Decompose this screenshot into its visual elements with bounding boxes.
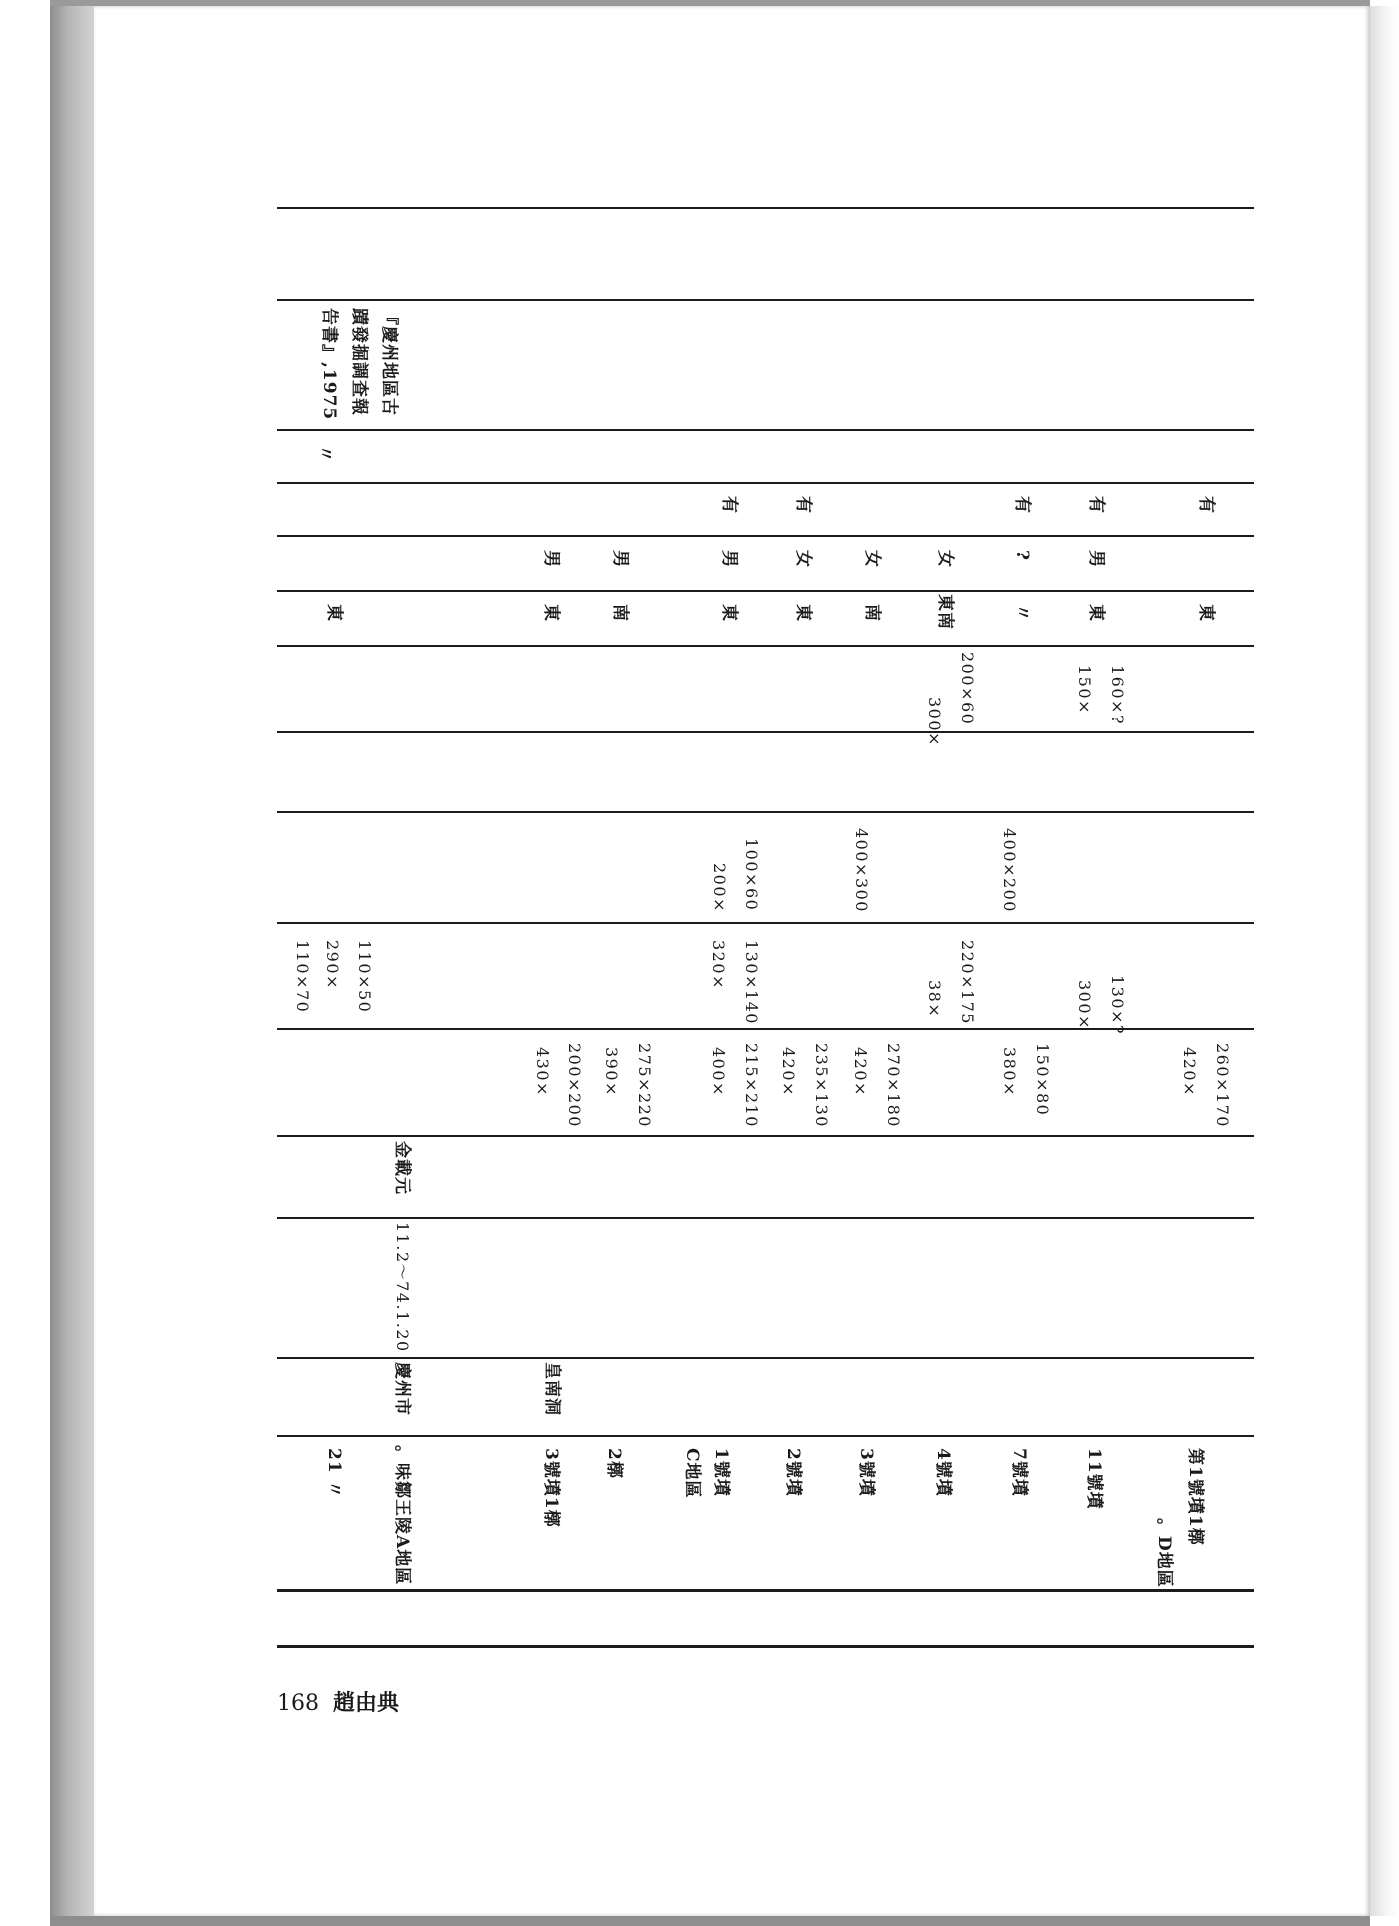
table-rule — [277, 590, 1254, 592]
other-size: 200×60 — [958, 652, 977, 726]
sex: 男 — [1086, 550, 1106, 568]
chamber-size: 110×70 — [293, 940, 312, 1014]
row-label: 11號墳 — [1084, 1448, 1104, 1510]
grave-goods: 有 — [793, 496, 813, 514]
table-rule — [277, 1435, 1254, 1437]
coffin-size: 150×80 — [1033, 1043, 1052, 1117]
coffin-size: 420× — [851, 1047, 870, 1097]
row-label: 第1號墳1槨 — [1185, 1448, 1205, 1546]
table-rule — [277, 299, 1254, 301]
chamber-size: 130×140 — [742, 940, 761, 1025]
row-label: 3號墳 — [856, 1448, 876, 1497]
chamber-size: 300× — [1075, 980, 1094, 1030]
site-number: 21 〃 — [324, 1448, 344, 1499]
grave-goods: 有 — [1196, 496, 1216, 514]
coffin-size: 420× — [779, 1047, 798, 1097]
other-size: 160×? — [1108, 665, 1127, 726]
book-bottom-edge — [50, 1916, 1370, 1926]
report-title: 『慶州地區古蹟發掘調查報告書』,1975 — [319, 308, 399, 421]
sex: 男 — [541, 550, 561, 568]
table-rule — [277, 429, 1254, 431]
table-rule — [277, 922, 1254, 924]
table-rule — [277, 1135, 1254, 1137]
table-rule — [277, 731, 1254, 733]
direction: 東 — [324, 604, 344, 622]
period: 11.2〜74.1.20 — [393, 1222, 412, 1353]
table-rule — [277, 1357, 1254, 1359]
chamber-size: 130×? — [1108, 975, 1127, 1036]
table-rule — [277, 482, 1254, 484]
row-label: 3號墳1槨 — [541, 1448, 561, 1528]
chamber-size: 110×50 — [355, 940, 374, 1014]
coffin-size: 420× — [1180, 1047, 1199, 1097]
table-rule — [277, 207, 1254, 209]
sex: 女 — [935, 550, 955, 568]
pit-size: 400×200 — [1000, 828, 1019, 913]
page-number: 168 — [277, 1691, 319, 1716]
other-size: 300× — [925, 697, 944, 747]
location-sub: 皇南洞 — [542, 1362, 562, 1416]
direction: 南 — [610, 604, 630, 622]
chamber-size: 320× — [709, 940, 728, 990]
row-label: 1號墳 — [711, 1448, 731, 1497]
pit-size: 400×300 — [852, 828, 871, 913]
direction: 東 — [1086, 604, 1106, 622]
coffin-size: 200×200 — [565, 1043, 584, 1128]
other-size: 150× — [1075, 665, 1094, 715]
table-rule — [277, 1217, 1254, 1219]
coffin-size: 430× — [533, 1047, 552, 1097]
coffin-size: 380× — [1000, 1047, 1019, 1097]
sex: 男 — [610, 550, 630, 568]
direction: 東 — [719, 604, 739, 622]
page-footer — [277, 1686, 399, 1717]
coffin-size: 400× — [709, 1047, 728, 1097]
book-spine-edge — [50, 6, 94, 1916]
row-label: 2號墳 — [783, 1448, 803, 1497]
ditto-mark: 〃 — [315, 445, 335, 463]
direction: 東 — [541, 604, 561, 622]
sex: 男 — [719, 550, 739, 568]
scanned-page — [94, 6, 1373, 1916]
direction: 東南 — [935, 594, 955, 630]
sex: 女 — [793, 550, 813, 568]
area-label: C地區 — [682, 1448, 702, 1499]
chamber-size: 38× — [925, 980, 944, 1019]
direction: 南 — [862, 604, 882, 622]
chamber-size: 220×175 — [958, 940, 977, 1025]
location: 慶州市 — [392, 1362, 412, 1416]
row-label: 7號墳 — [1009, 1448, 1029, 1497]
coffin-size: 215×210 — [742, 1043, 761, 1128]
pit-size: 100×60 — [742, 838, 761, 912]
site-name: 。味鄒王陵A地區 — [392, 1445, 412, 1586]
direction: 〃 — [1012, 604, 1032, 622]
table-rule — [277, 811, 1254, 813]
coffin-size: 275×220 — [635, 1043, 654, 1128]
sex: ? — [1012, 550, 1032, 561]
pit-size: 200× — [710, 863, 729, 913]
page-right-shadow — [1370, 6, 1399, 1916]
row-label: 2槨 — [604, 1448, 624, 1479]
coffin-size: 270×180 — [884, 1043, 903, 1128]
area-label: 。D地區 — [1154, 1518, 1174, 1588]
coffin-size: 390× — [602, 1047, 621, 1097]
running-head: 趙由典 — [333, 1690, 400, 1716]
coffin-size: 260×170 — [1213, 1043, 1232, 1128]
table-rule — [277, 1589, 1254, 1592]
grave-goods: 有 — [719, 496, 739, 514]
table-rule — [277, 535, 1254, 537]
row-label: 4號墳 — [933, 1448, 953, 1497]
investigator: 金載元 — [392, 1141, 412, 1195]
direction: 東 — [1196, 604, 1216, 622]
direction: 東 — [793, 604, 813, 622]
chamber-size: 290× — [323, 940, 342, 990]
sex: 女 — [862, 550, 882, 568]
table-rule — [277, 645, 1254, 647]
coffin-size: 235×130 — [812, 1043, 831, 1128]
grave-goods: 有 — [1086, 496, 1106, 514]
grave-goods: 有 — [1012, 496, 1032, 514]
table-rule — [277, 1645, 1254, 1648]
